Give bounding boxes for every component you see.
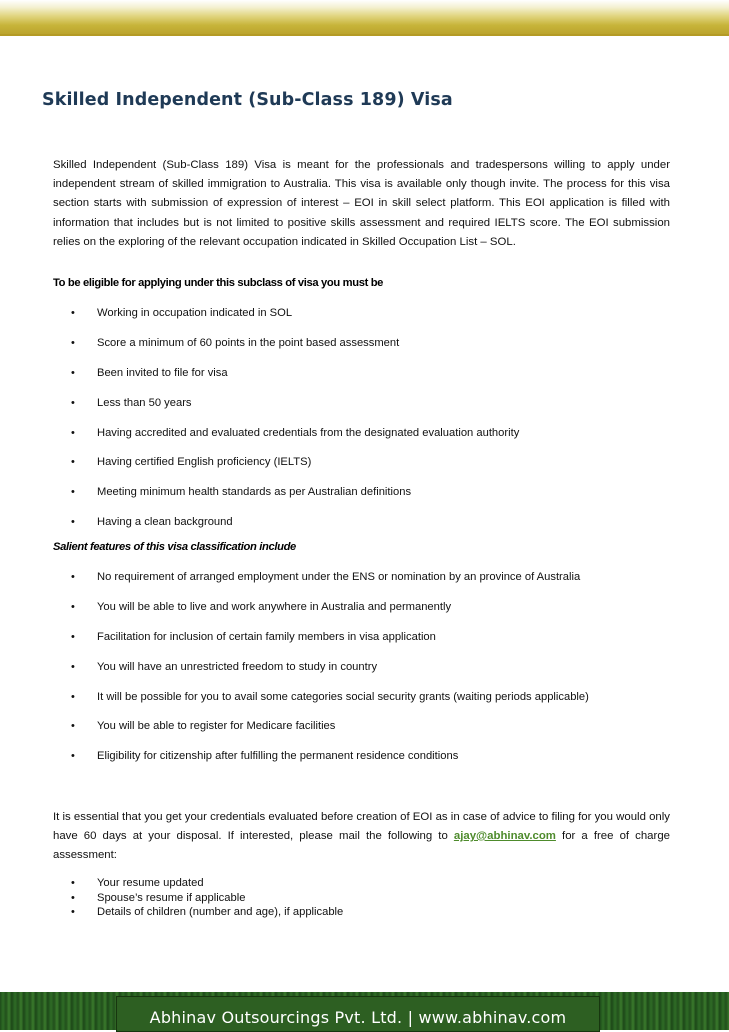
list-item: • Spouse’s resume if applicable xyxy=(71,891,246,904)
footer-box xyxy=(116,996,600,1032)
bullet-icon: • xyxy=(71,336,75,349)
bullet-icon: • xyxy=(71,396,75,409)
list-item: • You will be able to live and work anywhere in Australia and permanently xyxy=(71,600,452,613)
list-item: • Been invited to file for visa xyxy=(71,366,228,379)
list-item: • It will be possible for you to avail some categories social security grants (waiting periods applicable) xyxy=(71,690,589,703)
eligibility-heading: To be eligible for applying under this subclass of visa you must be xyxy=(53,277,384,289)
intro-paragraph: Skilled Independent (Sub-Class 189) Visa is meant for the professionals and tradespersons willing to apply under independent stream of skilled immigration to Australia. This visa is available only though invite. The process for this visa section starts with submission of expression of interest – EOI in skill select platform. This EOI application is filled with information that includes but is not limited to positive skills assessment and required IELTS score. The EOI submission relies on the exploring of the relevant occupation indicated in Skilled Occupation List – SOL. xyxy=(53,159,670,248)
list-item: • Having a clean background xyxy=(71,516,233,529)
list-item: • Having certified English proficiency (IELTS) xyxy=(71,456,312,469)
list-item: • Your resume updated xyxy=(71,877,204,889)
closing-text-end: for a free of charge assessment: xyxy=(53,830,670,861)
list-item: • Having accredited and evaluated credentials from the designated evaluation authority xyxy=(71,426,520,439)
features-heading: Salient features of this visa classification include xyxy=(53,541,296,553)
bullet-icon: • xyxy=(71,630,75,643)
list-item: • You will have an unrestricted freedom to study in country xyxy=(71,660,378,673)
bullet-icon: • xyxy=(71,486,75,499)
list-item: • Details of children (number and age), if applicable xyxy=(71,906,344,918)
bullet-icon: • xyxy=(71,456,75,469)
bullet-icon: • xyxy=(71,307,75,319)
list-item: • Facilitation for inclusion of certain family members in visa application xyxy=(71,630,436,643)
eligibility-list xyxy=(53,306,653,545)
footer-text: Abhinav Outsourcings Pvt. Ltd. | www.abhinav.com xyxy=(149,1007,567,1027)
page-title: Skilled Independent (Sub-Class 189) Visa xyxy=(42,90,453,110)
list-item: • You will be able to register for Medicare facilities xyxy=(71,720,336,733)
bullet-icon: • xyxy=(71,660,75,673)
email-link[interactable]: ajay@abhinav.com xyxy=(453,830,556,842)
bullet-icon: • xyxy=(71,891,75,904)
bullet-icon: • xyxy=(71,690,75,703)
bullet-icon: • xyxy=(71,877,75,889)
bullet-icon: • xyxy=(71,426,75,439)
list-item: • No requirement of arranged employment under the ENS or nomination by an province of Australia xyxy=(71,571,581,583)
bullet-icon: • xyxy=(71,571,75,583)
features-list xyxy=(53,570,643,779)
bullet-icon: • xyxy=(71,516,75,529)
bullet-icon: • xyxy=(71,366,75,379)
closing-text: It is essential that you get your credentials evaluated before creation of EOI as in case of advice to filing for you would only have 60 days at your disposal. If interested, please mail the following to xyxy=(53,811,670,842)
closing-paragraph xyxy=(53,808,670,865)
list-item: • Score a minimum of 60 points in the point based assessment xyxy=(71,336,400,349)
list-item: • Working in occupation indicated in SOL xyxy=(71,307,293,319)
bullet-icon: • xyxy=(71,600,75,613)
list-item: • Less than 50 years xyxy=(71,396,192,409)
bullet-icon: • xyxy=(71,750,75,763)
bullet-icon: • xyxy=(71,720,75,733)
bullet-icon: • xyxy=(71,906,75,918)
list-item: • Meeting minimum health standards as per Australian definitions xyxy=(71,486,412,499)
checklist xyxy=(53,876,653,920)
list-item: • Eligibility for citizenship after fulfilling the permanent residence conditions xyxy=(71,750,459,763)
header-decorative-band xyxy=(0,0,729,36)
